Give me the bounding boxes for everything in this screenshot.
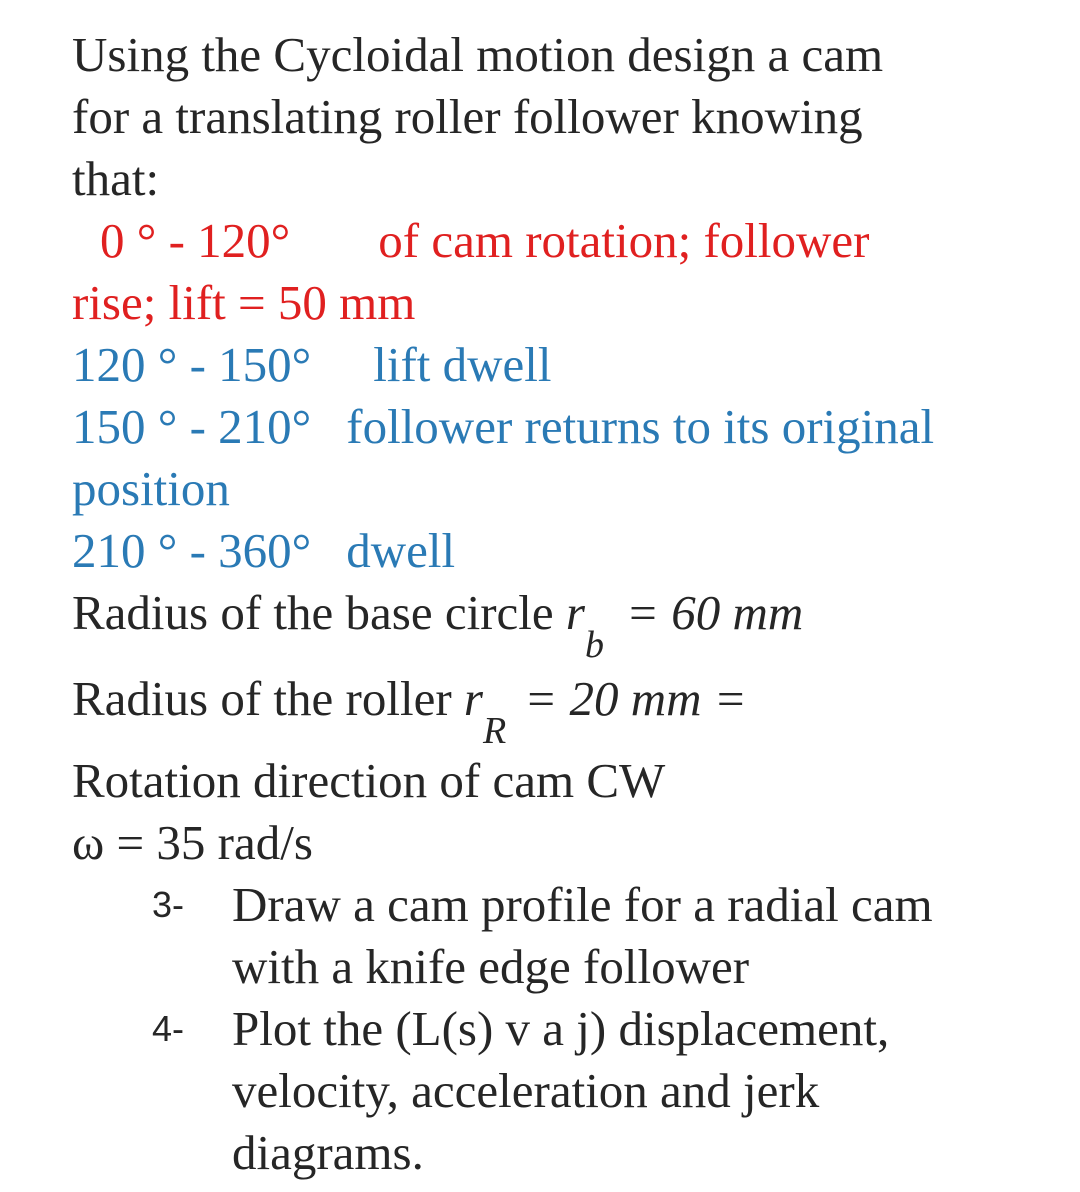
task-3-number: 3- [152, 884, 185, 925]
segment-dwell [72, 520, 455, 582]
base-circle-radius [72, 582, 804, 666]
segment-dwell-desc: dwell [346, 523, 456, 578]
segment-return-desc: follower returns to its original [346, 399, 935, 454]
segment-return-desc-cont: position [72, 461, 230, 516]
task-4-line-1: Plot the (L(s) v a j) displacement, [232, 1001, 890, 1056]
intro-line-2: for a translating roller follower knowing [72, 89, 863, 144]
roller-symbol: r [463, 671, 483, 726]
base-circle-value: = 60 mm [625, 585, 804, 640]
task-4 [152, 998, 889, 1184]
task-3-line-2: with a knife edge follower [232, 939, 750, 994]
roller-label: Radius of the roller [72, 671, 464, 726]
task-3 [152, 874, 933, 998]
task-4-line-3: diagrams. [232, 1125, 424, 1180]
segment-rise-range: 0 ° - 120° [100, 213, 291, 268]
intro-line-1: Using the Cycloidal motion design a cam [72, 27, 884, 82]
segment-lift-dwell-desc: lift dwell [373, 337, 552, 392]
segment-rise [100, 210, 869, 272]
segment-rise-desc-cont: rise; lift = 50 mm [72, 275, 416, 330]
segment-rise-desc: of cam rotation; follower [378, 213, 870, 268]
roller-radius [72, 668, 747, 752]
task-4-number: 4- [152, 1008, 185, 1049]
intro-line-3: that: [72, 151, 160, 206]
segment-lift-dwell-range: 120 ° - 150° [72, 337, 312, 392]
roller-subscript: R [482, 710, 507, 752]
segment-lift-dwell [72, 334, 552, 396]
roller-value: = 20 mm = [524, 671, 747, 726]
base-circle-label: Radius of the base circle [72, 585, 566, 640]
task-3-line-1: Draw a cam profile for a radial cam [232, 877, 933, 932]
rotation-direction: Rotation direction of cam CW [72, 753, 666, 808]
segment-return [72, 396, 934, 458]
task-4-line-2: velocity, acceleration and jerk [232, 1063, 820, 1118]
segment-return-range: 150 ° - 210° [72, 399, 312, 454]
segment-dwell-range: 210 ° - 360° [72, 523, 312, 578]
base-circle-symbol: r [565, 585, 585, 640]
angular-velocity: ω = 35 rad/s [72, 815, 313, 870]
base-circle-subscript: b [584, 624, 604, 666]
